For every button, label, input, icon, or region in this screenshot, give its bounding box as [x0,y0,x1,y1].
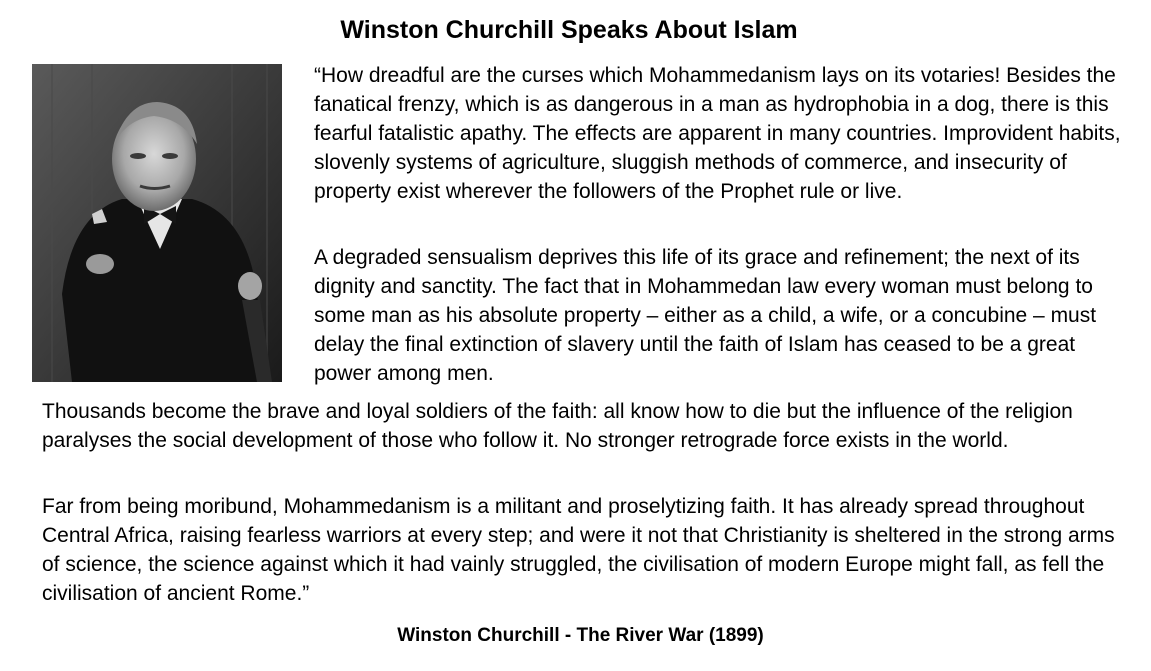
quote-source: Winston Churchill - The River War (1899) [397,625,764,646]
quote-paragraph-1: “How dreadful are the curses which Mohammedanism lays on its votaries! Besides the fanatical frenzy, which is as dangerous in a man as hydrophobia in a dog, there is this fearful fatalistic apathy. The effects are apparent in many countries. Improvident habits, slovenly systems of agriculture, sluggish methods of commerce, and insecurity of property exist wherever the followers of the Prophet rule or live. [314,64,1121,203]
quote-paragraph-4: Far from being moribund, Mohammedanism is a militant and proselytizing faith. It has already spread throughout Central Africa, raising fearless warriors at every step; and were it not that Christianity is sheltered in the strong arms of science, the science against which it had vainly struggled, the civilisation of modern Europe might fall, as fell the civilisation of ancient Rome.” [42,495,1115,605]
quote-paragraph-2: A degraded sensualism deprives this life of its grace and refinement; the next of its dignity and sanctity. The fact that in Mohammedan law every woman must belong to some man as his absolute property – either as a child, a wife, or a concubine – must delay the final extinction of slavery until the faith of Islam has ceased to be a great power among men. [314,246,1097,385]
portrait-photo [32,64,282,382]
page-title: Winston Churchill Speaks About Islam [340,16,798,44]
quote-paragraph-3: Thousands become the brave and loyal soldiers of the faith: all know how to die but the influence of the religion paralyses the social development of those who follow it. No stronger retrograde force exists in the world. [42,400,1073,452]
